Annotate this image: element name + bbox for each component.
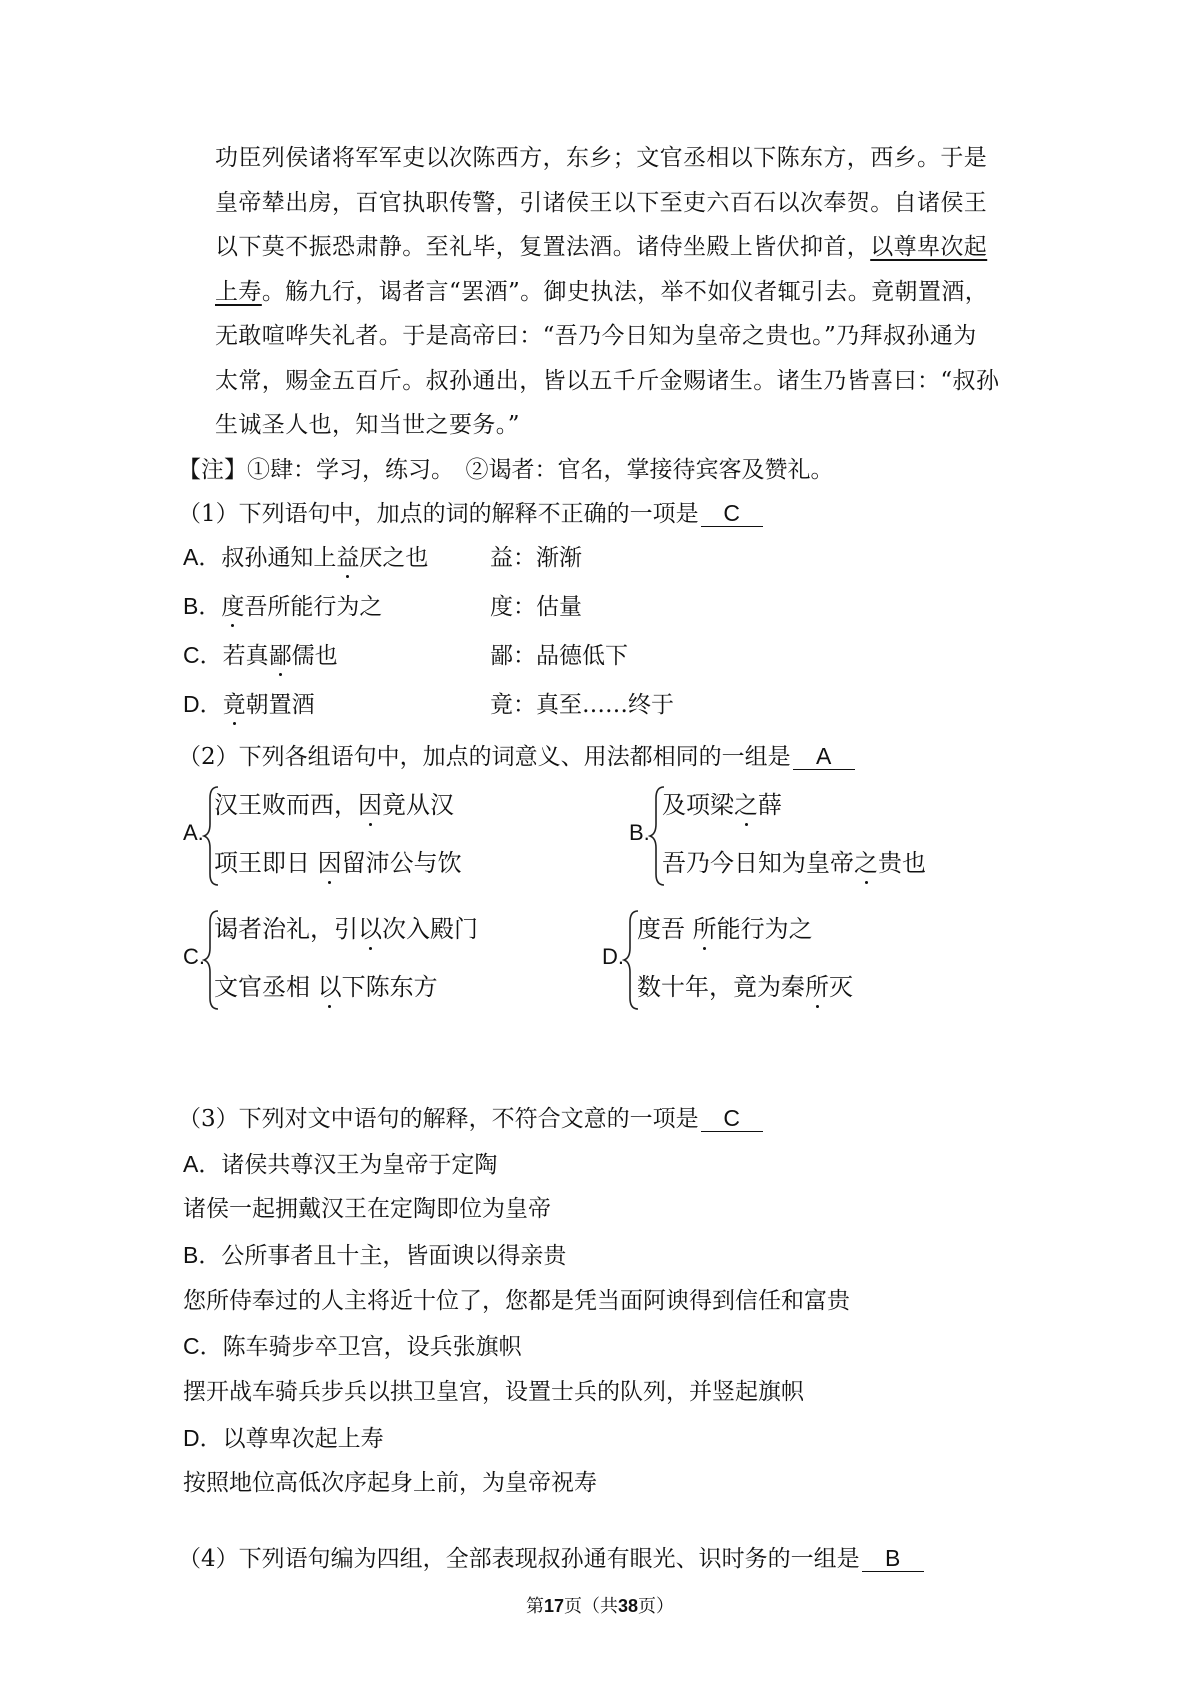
pair-sentence-1 <box>637 914 813 944</box>
q1-option-c <box>183 639 338 672</box>
annotation-note: 【注】①肆：学习，练习。 ②谒者：官名，掌接待宾客及赞礼。 <box>178 457 834 483</box>
passage-text: 以下莫不振恐肃静。至礼毕，复置法酒。诸侍坐殿上皆伏抑首， <box>215 234 871 260</box>
sentence-text: 项王即日 <box>214 849 318 877</box>
passage-line-5: 无敢喧哗失礼者。于是高帝曰：“吾乃今日知为皇帝之贵也。”乃拜叔孙通为 <box>215 323 977 349</box>
pair-sentence-2 <box>662 848 926 878</box>
passage-line-7: 生诚圣人也，知当世之要务。” <box>215 412 520 438</box>
pair-sentence-2 <box>214 848 462 878</box>
option-text: 儒也 <box>291 643 338 669</box>
answer-blank: C <box>701 1105 763 1132</box>
dotted-word: 鄙 <box>268 643 292 669</box>
q1-gloss-a: 益：渐渐 <box>490 545 582 571</box>
passage-text: 。觞九行，谒者言“罢酒”。御史执法，举不如仪者辄引去。竟朝置酒， <box>261 279 989 305</box>
question-text: （4）下列语句编为四组，全部表现叔孙通有眼光、识时务的一组是 <box>178 1546 860 1572</box>
sentence-text: 能行为之 <box>716 915 813 943</box>
dotted-word: 竟 <box>222 692 246 718</box>
answer-blank: C <box>701 500 763 527</box>
option-label: D． <box>183 691 223 717</box>
sentence-text: 留沛公与饮 <box>341 849 462 877</box>
dotted-word: 益 <box>336 545 360 571</box>
q3-option-a <box>183 1148 497 1181</box>
q1-option-d <box>183 688 315 721</box>
passage-line-4 <box>215 276 988 308</box>
dotted-word: 以 <box>358 915 382 943</box>
q3-explanation-a: 诸侯一起拥戴汉王在定陶即位为皇帝 <box>183 1196 551 1222</box>
pair-sentence-2 <box>637 972 853 1002</box>
answer-blank: B <box>862 1545 924 1572</box>
sentence-text: 谒者治礼，引 <box>214 915 358 943</box>
q3-option-b <box>183 1239 566 1272</box>
q2-pair-d <box>602 908 932 1018</box>
option-text: 叔孙通知上 <box>221 545 337 571</box>
sentence-text: 竟从汉 <box>382 791 454 819</box>
option-text: 以尊卑次起上寿 <box>222 1426 384 1452</box>
option-label: A． <box>183 1151 222 1177</box>
dotted-word: 所 <box>805 973 829 1001</box>
option-text: 厌之也 <box>359 545 429 571</box>
footer-text: 第 <box>525 1596 544 1617</box>
option-text: 陈车骑步卒卫宫，设兵张旗帜 <box>222 1334 522 1360</box>
sentence-text: 贵也 <box>878 849 926 877</box>
dotted-word: 之 <box>854 849 878 877</box>
question-2-stem <box>178 741 855 773</box>
sentence-text: 度吾 <box>637 915 693 943</box>
page-number: 17 <box>543 1596 564 1616</box>
option-label: B． <box>183 1242 222 1268</box>
pair-label: D. <box>602 944 624 969</box>
option-label: C． <box>183 1333 223 1359</box>
footer-text: 页） <box>638 1596 675 1617</box>
option-text: 若真 <box>222 643 269 669</box>
q1-gloss-b: 度：估量 <box>490 594 582 620</box>
page-footer <box>0 1592 1200 1618</box>
q2-pair-c <box>183 908 513 1018</box>
option-text: 公所事者且十主，皆面谀以得亲贵 <box>221 1243 567 1269</box>
total-pages: 38 <box>618 1596 639 1616</box>
question-3-stem <box>178 1103 763 1135</box>
passage-line-2: 皇帝辇出房，百官执职传警，引诸侯王以下至吏六百石以次奉贺。自诸侯王 <box>215 190 988 216</box>
q1-option-b <box>183 590 382 623</box>
footer-text: 页（共 <box>564 1596 618 1617</box>
dotted-word: 之 <box>734 791 758 819</box>
option-text: 吾所能行为之 <box>244 594 383 620</box>
pair-label: B. <box>629 820 650 845</box>
q3-explanation-d: 按照地位高低次序起身上前，为皇帝祝寿 <box>183 1470 597 1496</box>
option-text: 朝置酒 <box>245 692 315 718</box>
question-text: （3）下列对文中语句的解释，不符合文意的一项是 <box>178 1106 699 1132</box>
passage-line-1: 功臣列侯诸将军军吏以次陈西方，东乡；文官丞相以下陈东方，西乡。于是 <box>215 145 988 171</box>
sentence-text: 及项梁 <box>662 791 734 819</box>
pair-label: C. <box>183 944 205 969</box>
option-label: C． <box>183 642 223 668</box>
sentence-text: 灭 <box>829 973 853 1001</box>
option-label: A． <box>183 544 222 570</box>
pair-label: A. <box>183 820 204 845</box>
option-text: 诸侯共尊汉王为皇帝于定陶 <box>221 1152 498 1178</box>
q3-option-d <box>183 1422 384 1455</box>
sentence-text: 薛 <box>758 791 782 819</box>
sentence-text: 汉王败而西， <box>214 791 358 819</box>
dotted-word: 所 <box>692 915 717 943</box>
pair-sentence-2 <box>214 972 438 1002</box>
q1-gloss-d: 竟：真至……终于 <box>490 692 674 718</box>
sentence-text: 下陈东方 <box>341 973 438 1001</box>
underlined-phrase: 以尊卑次起 <box>870 234 988 260</box>
q2-pair-a <box>183 784 513 894</box>
sentence-text: 数十年，竟为秦 <box>637 973 805 1001</box>
q1-gloss-c: 鄙：品德低下 <box>490 643 628 669</box>
q1-option-a <box>183 541 428 574</box>
option-label: B． <box>183 593 222 619</box>
pair-sentence-1 <box>214 914 478 944</box>
sentence-text: 次入殿门 <box>382 915 478 943</box>
option-label: D． <box>183 1425 223 1451</box>
question-text: （2）下列各组语句中，加点的词意义、用法都相同的一组是 <box>178 744 791 770</box>
q2-pair-b <box>629 784 959 894</box>
question-1-stem <box>178 498 763 530</box>
q3-explanation-b: 您所侍奉过的人主将近十位了，您都是凭当面阿谀得到信任和富贵 <box>183 1288 850 1314</box>
question-4-stem <box>178 1543 924 1575</box>
question-text: （1）下列语句中，加点的词的解释不正确的一项是 <box>178 501 699 527</box>
answer-blank: A <box>793 743 855 770</box>
dotted-word: 以 <box>317 973 342 1001</box>
dotted-word: 度 <box>221 594 245 620</box>
dotted-word: 因 <box>317 849 342 877</box>
sentence-text: 文官丞相 <box>214 973 318 1001</box>
passage-line-3 <box>215 231 987 263</box>
q3-option-c <box>183 1330 522 1363</box>
q3-explanation-c: 摆开战车骑兵步兵以拱卫皇宫，设置士兵的队列，并竖起旗帜 <box>183 1379 804 1405</box>
pair-sentence-1 <box>662 790 782 820</box>
pair-sentence-1 <box>214 790 454 820</box>
dotted-word: 因 <box>358 791 382 819</box>
sentence-text: 吾乃今日知为皇帝 <box>662 849 854 877</box>
passage-line-6: 太常，赐金五百斤。叔孙通出，皆以五千斤金赐诸生。诸生乃皆喜曰：“叔孙 <box>215 368 1000 394</box>
underlined-phrase: 上寿 <box>215 279 262 305</box>
